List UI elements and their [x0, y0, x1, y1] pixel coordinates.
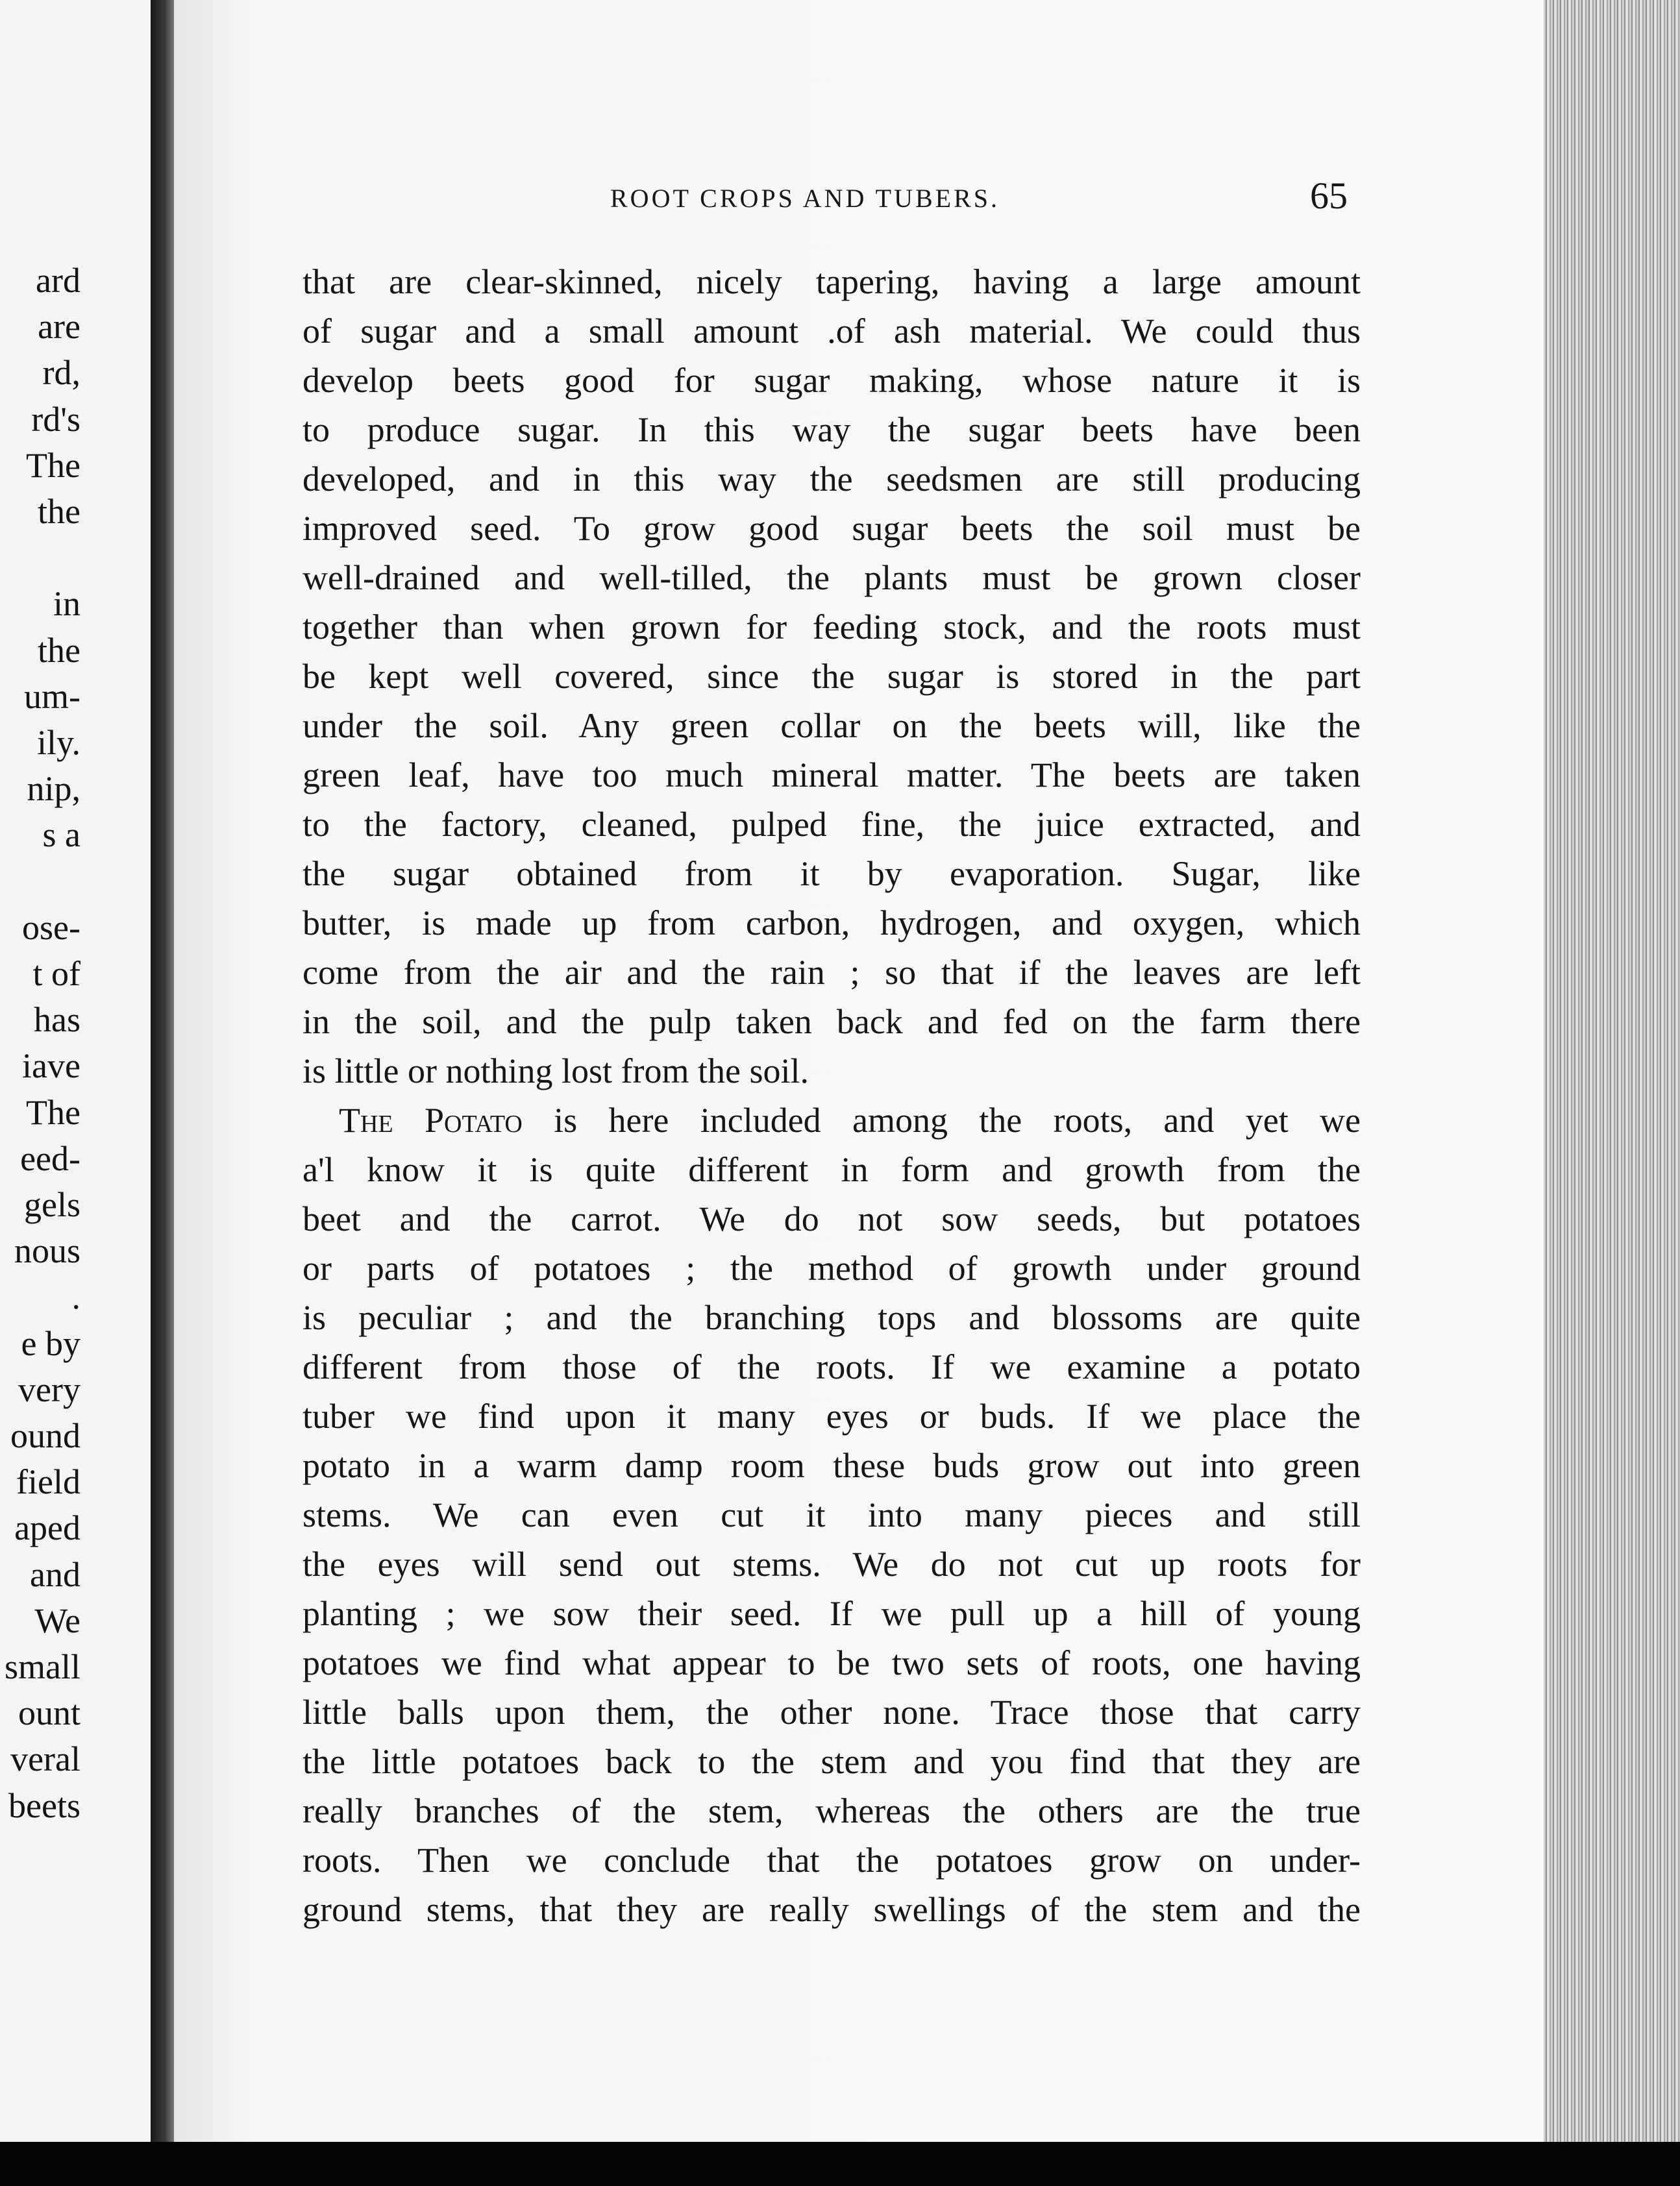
text-line: be kept well covered, since the sugar is stored in the part [303, 657, 1361, 696]
text-line: the sugar obtained from it by evaporation. Sugar, like [303, 854, 1361, 893]
text-line-rest: is here included among the roots, and yet we [522, 1101, 1361, 1140]
text-line: come from the air and the rain ; so that if the leaves are left [303, 953, 1361, 992]
text-line: potatoes we find what appear to be two sets of roots, one having [303, 1643, 1361, 1682]
facing-page-fragment: ily. [37, 723, 80, 762]
facing-page-fragment: We [34, 1601, 80, 1640]
page-number: 65 [1310, 175, 1348, 217]
text-line: the little potatoes back to the stem and you find that they are [303, 1742, 1361, 1781]
text-line: under the soil. Any green collar on the beets will, like the [303, 706, 1361, 745]
text-line: develop beets good for sugar making, whose nature it is [303, 361, 1361, 400]
text-line [303, 1096, 1361, 1145]
text-line: tuber we find upon it many eyes or buds. If we place the [303, 1397, 1361, 1436]
text-line: ground stems, that they are really swellings of the stem and the [303, 1890, 1361, 1929]
facing-page-fragment: aped [14, 1508, 80, 1548]
facing-page-fragment: are [38, 307, 80, 347]
facing-page-fragment: The [26, 445, 80, 485]
facing-page-fragment: . [71, 1277, 80, 1317]
facing-page-fragment: rd's [31, 399, 80, 439]
text-line: to produce sugar. In this way the sugar beets have been [303, 410, 1361, 449]
facing-page-fragment: in [53, 584, 80, 624]
facing-page-fragment: eed- [20, 1138, 80, 1178]
facing-page-fragment: t of [32, 954, 80, 993]
text-line: really branches of the stem, whereas the others are the true [303, 1791, 1361, 1830]
text-line: of sugar and a small amount .of ash material. We could thus [303, 312, 1361, 350]
text-line: to the factory, cleaned, pulped fine, the juice extracted, and [303, 805, 1361, 844]
book-gutter [151, 0, 177, 2186]
facing-page-fragment: field [16, 1462, 80, 1502]
facing-page-fragment: rd, [42, 353, 80, 393]
facing-page-fragment: s a [42, 815, 80, 855]
facing-page-fragment: ount [18, 1693, 80, 1733]
text-line: stems. We can even cut it into many pieces and still [303, 1495, 1361, 1534]
facing-page-fragment: the [38, 630, 80, 670]
text-line: the eyes will send out stems. We do not cut up roots for [303, 1545, 1361, 1584]
text-line: developed, and in this way the seedsmen are still producing [303, 460, 1361, 498]
section-lead-small-caps: The Potato [339, 1101, 523, 1140]
text-line: is peculiar ; and the branching tops and blossoms are quite [303, 1298, 1361, 1337]
text-line: is little or nothing lost from the soil. [303, 1051, 809, 1090]
facing-page-fragment: beets [8, 1786, 80, 1825]
facing-page-fragment: veral [10, 1739, 80, 1779]
facing-page-fragment: has [34, 1000, 80, 1040]
facing-page-fragment: um- [24, 676, 80, 716]
facing-page-fragment: The [26, 1092, 80, 1132]
text-line: little balls upon them, the other none. Trace those that carry [303, 1693, 1361, 1732]
text-line: butter, is made up from carbon, hydrogen, and oxygen, which [303, 903, 1361, 942]
text-line: roots. Then we conclude that the potatoes grow on under- [303, 1841, 1361, 1880]
facing-page-fragment: small [5, 1647, 80, 1686]
facing-page-fragment: the [38, 492, 80, 531]
facing-left-page [0, 0, 151, 2142]
text-line: well-drained and well-tilled, the plants must be grown closer [303, 558, 1361, 597]
facing-page-fragment: iave [22, 1046, 80, 1086]
facing-page-fragment: ose- [22, 907, 80, 947]
running-head: ROOT CROPS AND TUBERS. [610, 184, 1000, 213]
facing-page-fragment: ound [10, 1416, 80, 1455]
text-line: different from those of the roots. If we examine a potato [303, 1347, 1361, 1386]
text-line: beet and the carrot. We do not sow seeds, but potatoes [303, 1199, 1361, 1238]
facing-page-fragment: e by [21, 1323, 80, 1363]
text-line: together than when grown for feeding stock, and the roots must [303, 608, 1361, 646]
text-line: green leaf, have too much mineral matter. The beets are taken [303, 755, 1361, 794]
paragraph-sugar-beets [303, 257, 1361, 1096]
text-line: improved seed. To grow good sugar beets the soil must be [303, 509, 1361, 548]
facing-page-fragment: very [18, 1369, 80, 1409]
facing-page-fragment: ard [36, 261, 80, 300]
text-line: that are clear-skinned, nicely tapering, having a large amount [303, 262, 1361, 301]
facing-page-fragment: nip, [27, 769, 80, 809]
body-text [303, 257, 1361, 1934]
page-edges [1544, 0, 1680, 2142]
text-line: or parts of potatoes ; the method of growth under ground [303, 1249, 1361, 1288]
facing-page-fragment: and [30, 1554, 80, 1594]
text-line: planting ; we sow their seed. If we pull up a hill of young [303, 1594, 1361, 1633]
text-line: in the soil, and the pulp taken back and fed on the farm there [303, 1002, 1361, 1041]
scan-bottom-shadow [0, 2142, 1680, 2186]
text-line: a'l know it is quite different in form and growth from the [303, 1150, 1361, 1189]
text-line: potato in a warm damp room these buds grow out into green [303, 1446, 1361, 1485]
facing-page-fragment: gels [24, 1185, 80, 1224]
paragraph-potato [303, 1096, 1361, 1934]
facing-page-fragment: nous [14, 1231, 80, 1271]
